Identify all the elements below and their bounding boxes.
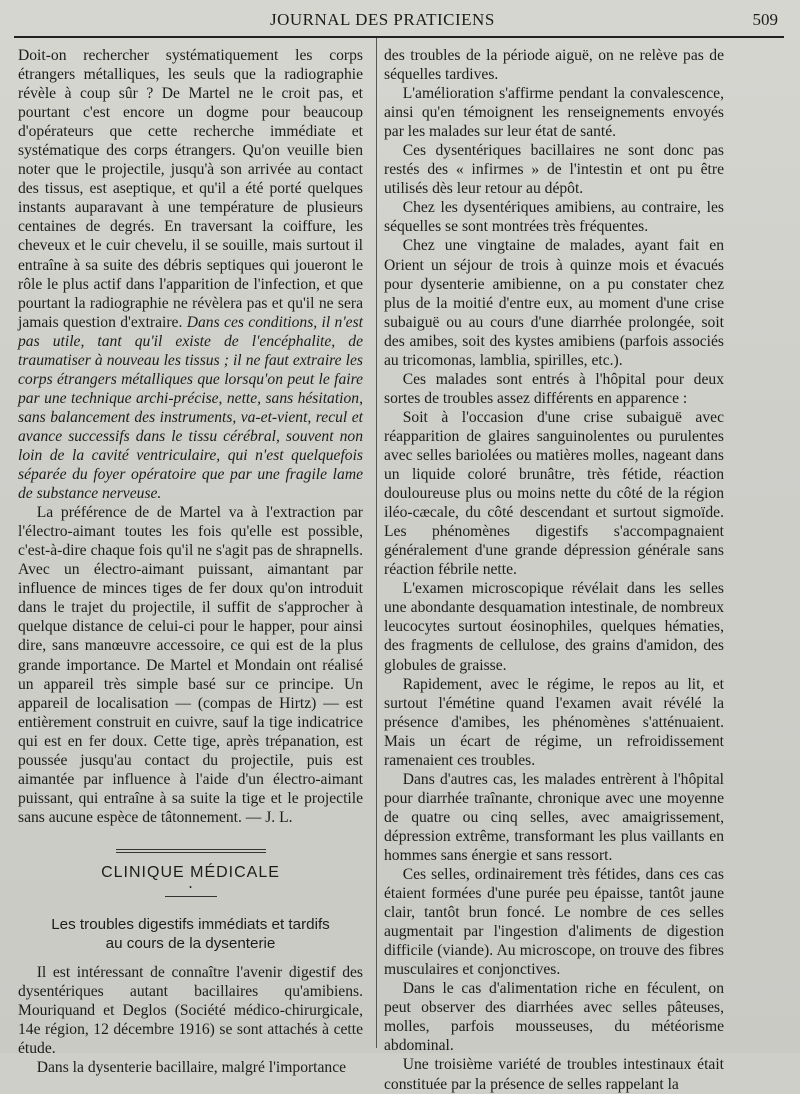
paragraph: des troubles de la période aiguë, on ne relève pas de séquelles tardives. [384, 47, 724, 84]
paragraph: Ces dysentériques bacillaires ne sont donc pas restés des « infirmes » de l'intestin et ont pu être utilisés dès leur retour au dépôt. [384, 142, 724, 198]
journal-title: JOURNAL DES PRATICIENS [270, 10, 495, 29]
paragraph: L'examen microscopique révélait dans les selles une abondante desquamation intestinale, de nombreux leucocytes surtout éosinophiles, quelques hématies, des fragments de cellulose, des grains d'amidon, des globules de graisse. [384, 580, 724, 674]
paragraph: Dans d'autres cas, les malades entrèrent à l'hôpital pour diarrhée traînante, chronique avec une moyenne de quatre ou cinq selles, avec amaigrissement, dépression extrême, transformant les plus vaillants en hommes sans énergie et sans ressort. [384, 770, 724, 864]
right-column [384, 46, 724, 1094]
paragraph-text: Doit-on rechercher systématiquement les corps étrangers métalliques, les seuls que la radiographie révèle à coup sûr ? De Martel ne le croit pas, et pourtant c'est encore un dogme pour beaucoup d'opérateurs que cette recherche immédiate et systématique des corps étrangers. Qu'on veuille bien noter que le projectile, jusqu'à son arrivée au contact des tissus, est aseptique, et qu'il a été porté quelques instants auparavant à une température de plusieurs centaines de degrés. En traversant la coiffure, les cheveux et le cuir chevelu, il se souille, mais surtout il entraîne à sa suite des débris septiques qui joueront le rôle le plus actif dans l'apparition de l'infection, et que pourtant la radiographie ne révèlera pas et qu'il ne sera jamais question d'extraire. [18, 47, 363, 331]
page-header [0, 8, 800, 32]
paragraph: Dans le cas d'alimentation riche en féculent, on peut observer des diarrhées avec selles pâteuses, molles, parfois mousseuses, du météorisme abdominal. [384, 980, 724, 1055]
italic-passage: Dans ces conditions, il n'est pas utile, tant qu'il existe de l'encéphalite, de traumatiser à nouveau les tissus ; il ne faut extraire les corps étrangers métalliques que lorsqu'on peut le faire par une technique archi-précise, nette, sans hésitation, sans balancement des instruments, va-et-vient, recul et avance successifs dans le tissu cérébral, souvent non loin de la cavité ventriculaire, qui n'est quelquefois séparée du foyer opératoire que par une fragile lame de substance nerveuse. [18, 313, 363, 503]
paragraph: Il est intéressant de connaître l'avenir digestif des dysentériques autant bacillaires qu'amibiens. Mouriquand et Deglos (Société médico-chirurgicale, 14e région, 12 décembre 1916) se sont attachés à cette étude. [18, 963, 363, 1058]
article-title [18, 915, 363, 953]
paragraph: L'amélioration s'affirme pendant la convalescence, ainsi qu'en témoignent les renseignements envoyés par les malades sur leur état de santé. [384, 85, 724, 141]
paragraph: Ces malades sont entrés à l'hôpital pour deux sortes de troubles assez différents en apparence : [384, 370, 724, 407]
paragraph: Rapidement, avec le régime, le repos au lit, et surtout l'émétine quand l'examen avait révélé la présence d'amibes, les phénomènes s'atténuaient. Mais un écart de régime, un refroidissement ramenaient ces troubles. [384, 675, 724, 769]
ornament-dot: • [18, 884, 363, 897]
paragraph [18, 46, 363, 503]
paragraph: Une troisième variété de troubles intestinaux était constituée par la présence de selles rappelant la [384, 1056, 724, 1093]
left-column [18, 46, 363, 1077]
column-divider [376, 38, 377, 1048]
paragraph: Chez les dysentériques amibiens, au contraire, les séquelles se sont montrées très fréquentes. [384, 199, 724, 236]
paragraph: Dans la dysenterie bacillaire, malgré l'importance [36, 1059, 347, 1077]
paragraph: Ces selles, ordinairement très fétides, dans ces cas étaient formées d'une purée peu épaisse, tantôt jaune clair, tantôt brun foncé. Le nombre de ces selles augmentait par l'ingestion d'aliments de digestion difficile (viande). Au microscope, on trouve des fibres musculaires et conjonctives. [384, 866, 724, 979]
paragraph: La préférence de de Martel va à l'extraction par l'électro-aimant toutes les fois qu'elle est possible, c'est-à-dire chaque fois qu'il ne s'agit pas de shrapnells. Avec un électro-aimant puissant, aimantant par influence de minces tiges de fer doux qu'on introduit dans le trajet du projectile, il suffit de s'approcher à quelque distance de celui-ci pour le happer, pour ainsi dire, sans manœuvre accessoire, ce qui est de la plus grande importance. De Martel et Mondain ont réalisé un appareil très simple basé sur ce principe. Un appareil de localisation — (compas de Hirtz) — est entièrement construit en cuivre, sauf la tige indicatrice qui est en fer doux. Cette tige, après trépanation, est poussée jusqu'au contact du projectile, puis est aimantée par influence à l'aide d'un électro-aimant puissant, qui entraîne à sa suite la tige et le projectile sans aucune espèce de tâtonnement. — J. L. [18, 504, 363, 826]
article-title-line-1: Les troubles digestifs immédiats et tardifs [51, 915, 330, 933]
header-rule [14, 36, 784, 38]
section-heading: CLINIQUE MÉDICALE [18, 849, 363, 882]
page-number: 509 [752, 10, 778, 29]
article-title-line-2: au cours de la dysenterie [105, 934, 276, 952]
paragraph: Chez une vingtaine de malades, ayant fait en Orient un séjour de trois à quinze mois et évacués pour dysenterie amibienne, on a pu constater chez plus de la moitié d'entre eux, au moment d'une crise subaiguë ou au cours d'une diarrhée prolongée, soit des amibes, soit des kystes amibiens (parfois associés au tricomonas, lamblia, spirilles, etc.). [384, 237, 724, 369]
paragraph: Soit à l'occasion d'une crise subaiguë avec réapparition de glaires sanguinolentes ou purulentes avec selles bariolées ou matières molles, nageant dans un liquide coloré brunâtre, très fétide, réaction douloureuse plus ou moins nette du côté de la région iléo-cæcale, du côté descendant et surtout sigmoïde. Les phénomènes digestifs s'accompagnaient généralement d'une grande dépression générale sans réaction fébrile nette. [384, 408, 724, 579]
